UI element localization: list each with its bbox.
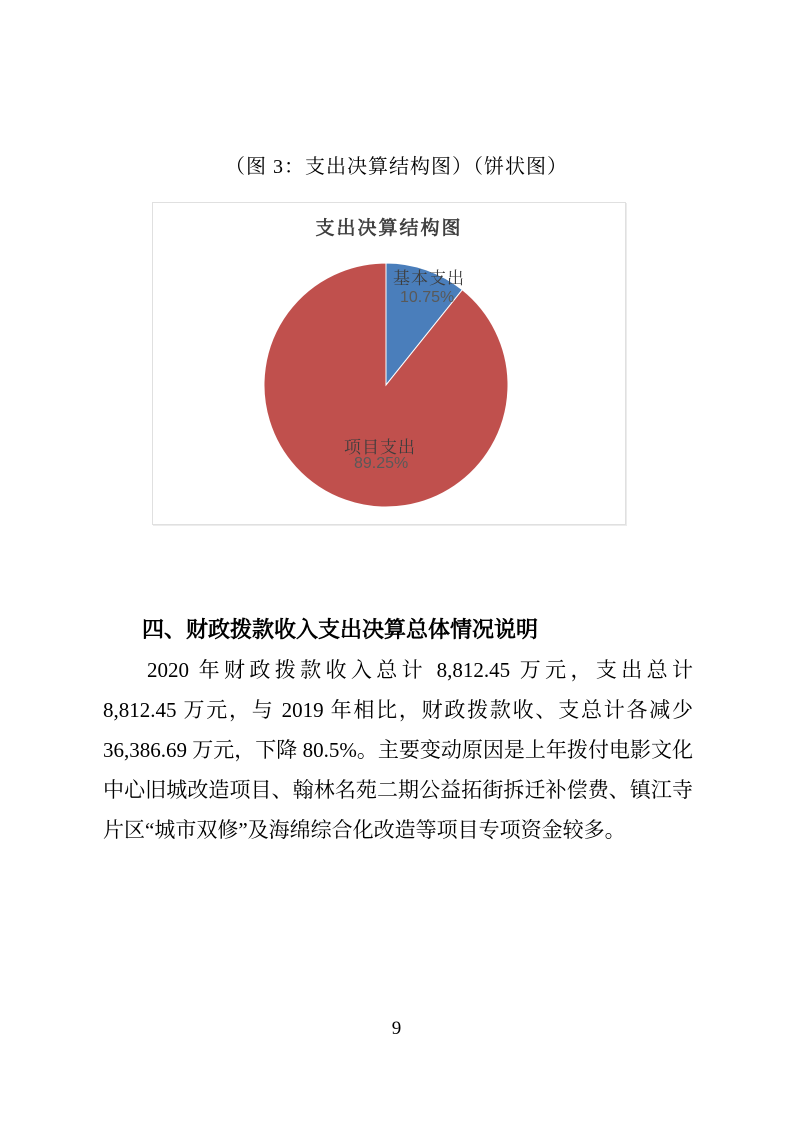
pie-chart-panel [152,202,626,525]
slice-percent-basic: 10.75% [400,289,455,306]
pie-svg [153,203,627,526]
section-heading: 四、财政拨款收入支出决算总体情况说明 [142,617,539,642]
page-number: 9 [391,1018,402,1039]
figure-caption: （图 3：支出决算结构图）（饼状图） [225,156,568,178]
body-paragraph [103,650,693,850]
chart-title: 支出决算结构图 [315,218,463,239]
body-line: 8,812.45 万元，与 2019 年相比，财政拨款收、支总计各减少 [103,698,693,722]
body-line: 2020 年财政拨款收入总计 8,812.45 万元，支出总计 [147,658,693,682]
body-line: 中心旧城改造项目、翰林名苑二期公益拓街拆迁补偿费、镇江寺 [103,778,693,802]
body-line: 片区“城市双修”及海绵综合化改造等项目专项资金较多。 [103,818,626,842]
body-line: 36,386.69 万元，下降 80.5%。主要变动原因是上年拨付电影文化 [103,738,693,762]
slice-label-basic: 基本支出 [393,269,465,288]
slice-label-project: 项目支出 [344,438,416,457]
slice-percent-project: 89.25% [354,455,409,472]
